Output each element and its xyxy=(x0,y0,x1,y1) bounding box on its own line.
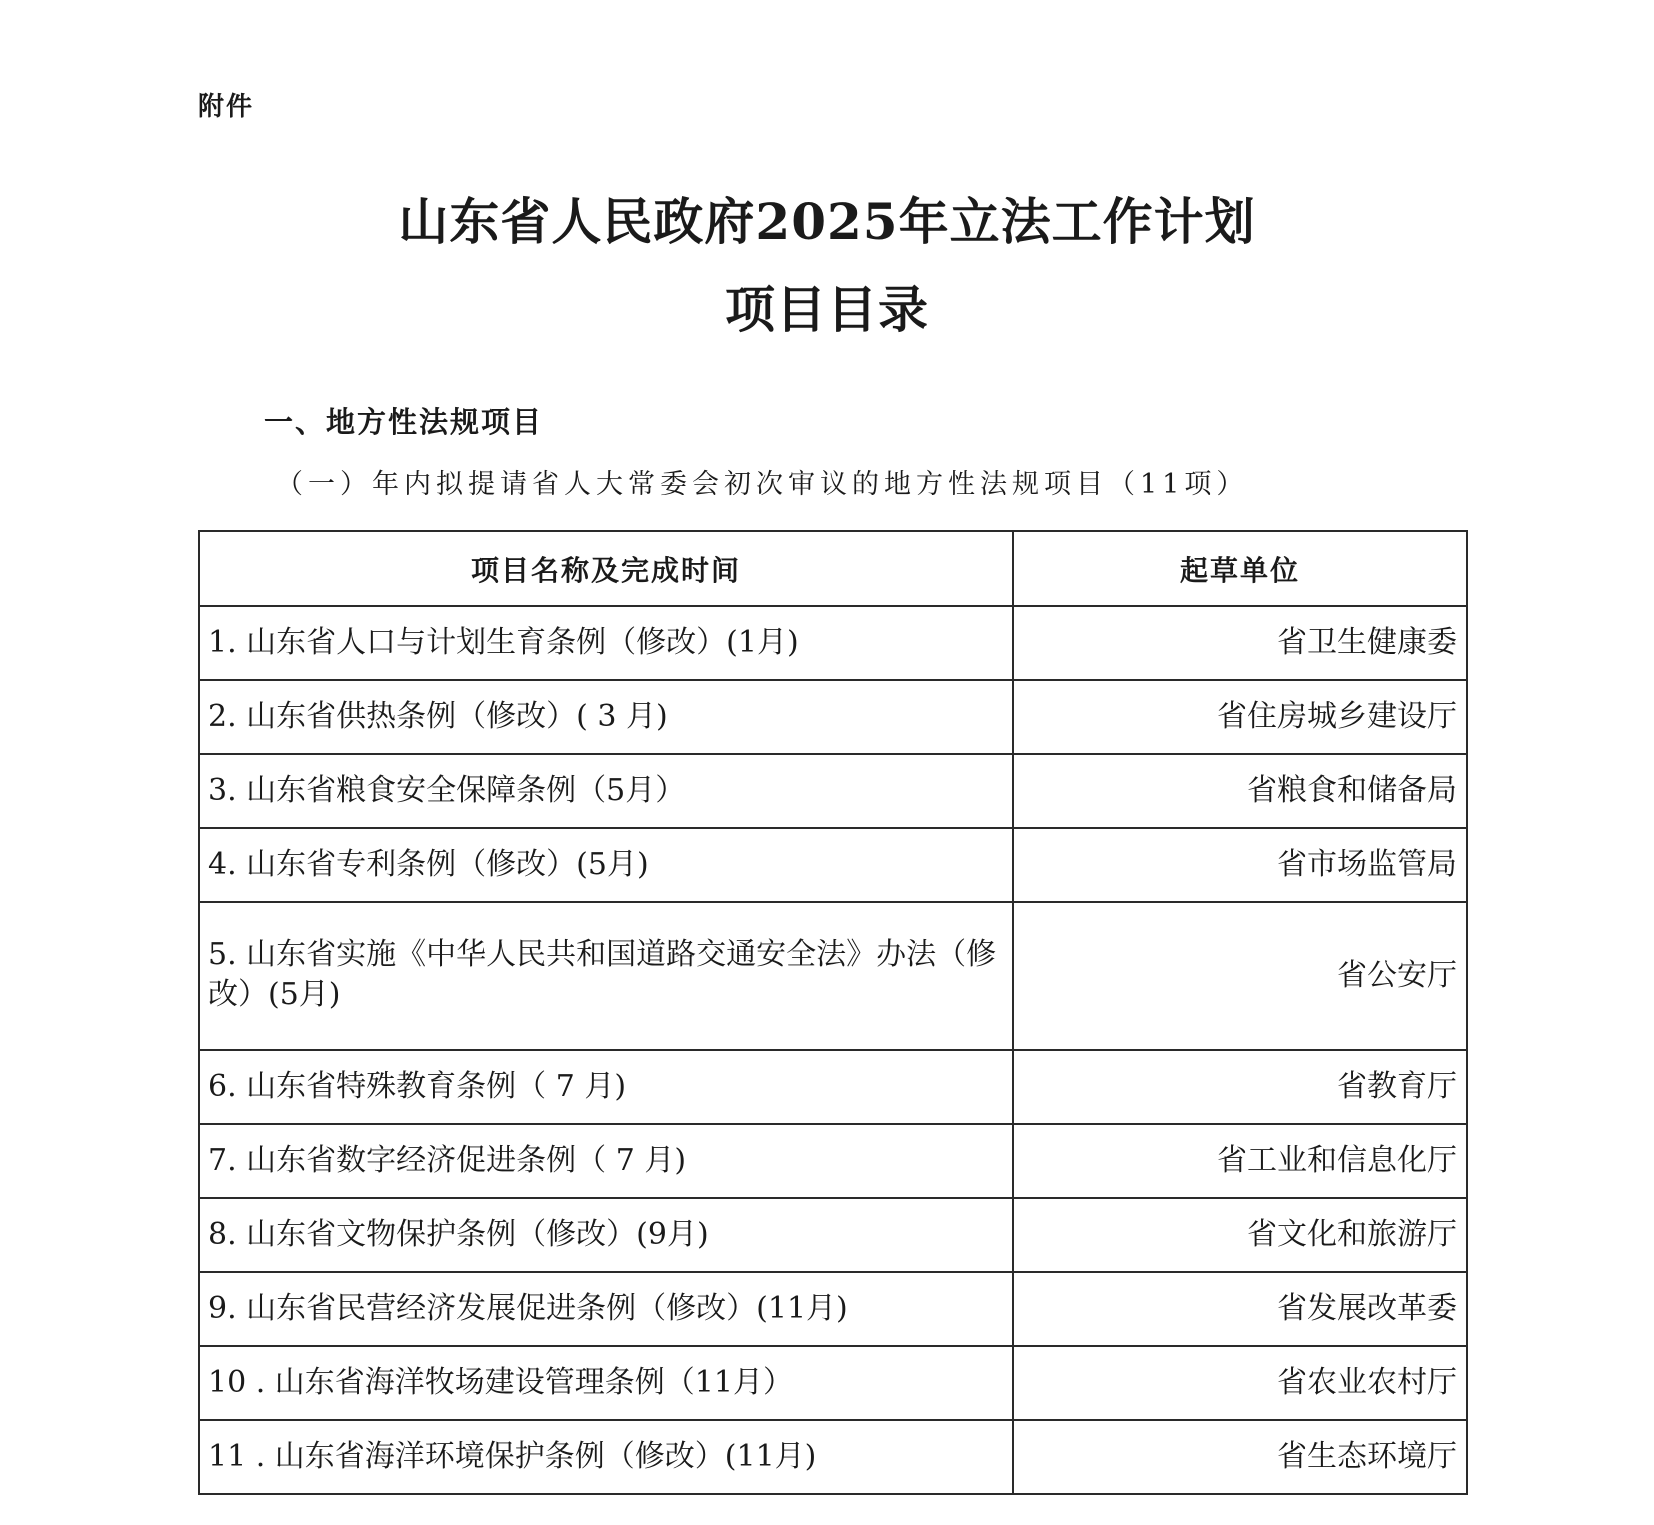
table-header-row xyxy=(199,531,1467,606)
project-name: 4. 山东省专利条例（修改）(5月) xyxy=(199,828,1013,902)
table-row xyxy=(199,1272,1467,1346)
project-name: 8. 山东省文物保护条例（修改）(9月) xyxy=(199,1198,1013,1272)
page-title-line2: 项目目录 xyxy=(725,280,929,339)
table-row xyxy=(199,1198,1467,1272)
table-row xyxy=(199,1346,1467,1420)
table-row xyxy=(199,680,1467,754)
drafting-unit: 省发展改革委 xyxy=(1013,1272,1467,1346)
project-name: 3. 山东省粮食安全保障条例（5月） xyxy=(199,754,1013,828)
project-name: 6. 山东省特殊教育条例（ 7 月) xyxy=(199,1050,1013,1124)
project-table xyxy=(198,530,1468,1495)
drafting-unit: 省工业和信息化厅 xyxy=(1013,1124,1467,1198)
drafting-unit: 省教育厅 xyxy=(1013,1050,1467,1124)
table-row xyxy=(199,1124,1467,1198)
project-name: 1. 山东省人口与计划生育条例（修改）(1月) xyxy=(199,606,1013,680)
subsection-heading: （一）年内拟提请省人大常委会初次审议的地方性法规项目（11项） xyxy=(276,469,1249,500)
project-name: 9. 山东省民营经济发展促进条例（修改）(11月) xyxy=(199,1272,1013,1346)
table-row xyxy=(199,828,1467,902)
project-name: 7. 山东省数字经济促进条例（ 7 月) xyxy=(199,1124,1013,1198)
table-row xyxy=(199,1420,1467,1494)
drafting-unit: 省市场监管局 xyxy=(1013,828,1467,902)
project-name: 5. 山东省实施《中华人民共和国道路交通安全法》办法（修改）(5月) xyxy=(199,902,1013,1050)
drafting-unit: 省生态环境厅 xyxy=(1013,1420,1467,1494)
column-header-name: 项目名称及完成时间 xyxy=(199,531,1013,606)
column-header-unit: 起草单位 xyxy=(1013,531,1467,606)
drafting-unit: 省文化和旅游厅 xyxy=(1013,1198,1467,1272)
drafting-unit: 省粮食和储备局 xyxy=(1013,754,1467,828)
page-title: 山东省人民政府2025年立法工作计划 xyxy=(398,192,1256,251)
project-name: 10 . 山东省海洋牧场建设管理条例（11月） xyxy=(199,1346,1013,1420)
table-row xyxy=(199,1050,1467,1124)
project-name: 11 . 山东省海洋环境保护条例（修改）(11月) xyxy=(199,1420,1013,1494)
table-row xyxy=(199,606,1467,680)
drafting-unit: 省卫生健康委 xyxy=(1013,606,1467,680)
attachment-label: 附件 xyxy=(198,92,255,122)
table-row xyxy=(199,754,1467,828)
drafting-unit: 省住房城乡建设厅 xyxy=(1013,680,1467,754)
section-heading: 一、地方性法规项目 xyxy=(264,405,544,439)
drafting-unit: 省公安厅 xyxy=(1013,902,1467,1050)
project-name: 2. 山东省供热条例（修改）( 3 月) xyxy=(199,680,1013,754)
table-row xyxy=(199,902,1467,1050)
drafting-unit: 省农业农村厅 xyxy=(1013,1346,1467,1420)
